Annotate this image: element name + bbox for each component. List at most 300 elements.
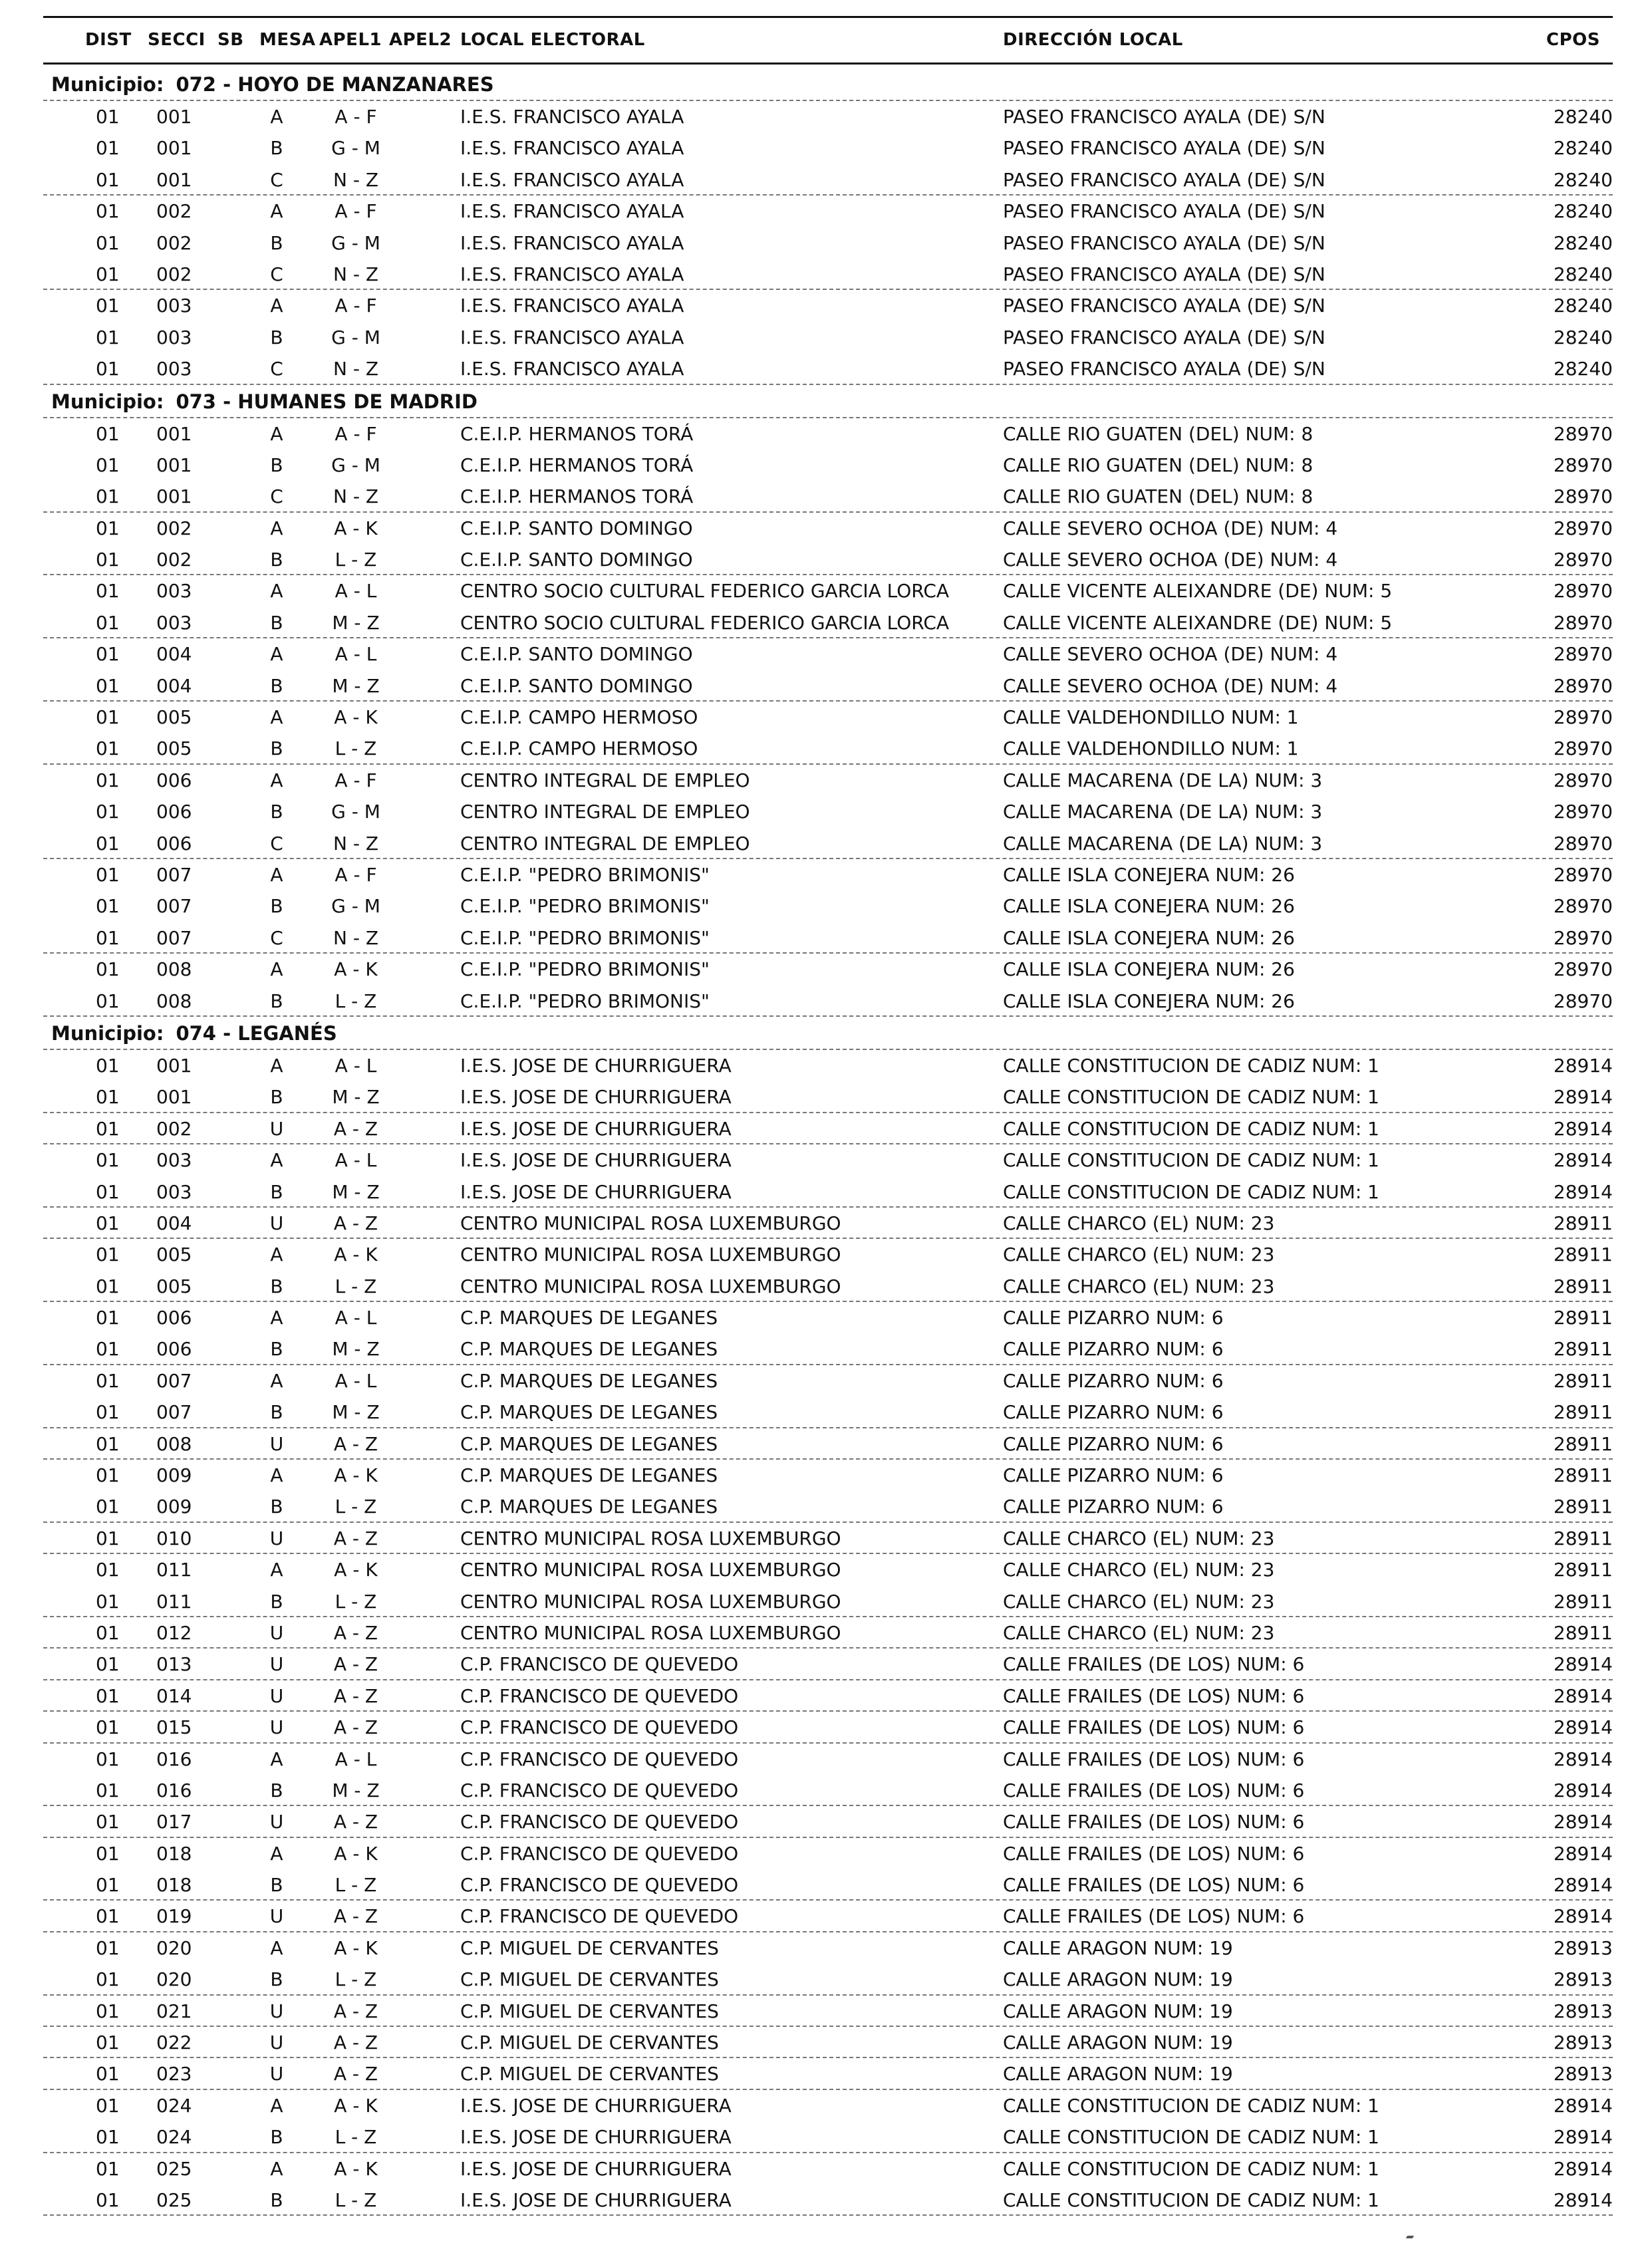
- cpos-cell: 28913: [1553, 2000, 1613, 2022]
- apel-range-cell: A - F: [335, 295, 377, 317]
- local-electoral-cell: CENTRO INTEGRAL DE EMPLEO: [460, 832, 750, 855]
- dist-cell: 01: [96, 706, 120, 729]
- table-row: [43, 132, 1613, 164]
- dist-cell: 01: [96, 1464, 120, 1487]
- secci-cell: 008: [156, 1432, 192, 1455]
- cpos-cell: 28240: [1553, 358, 1613, 380]
- secci-cell: 001: [156, 137, 192, 160]
- cpos-cell: 28970: [1553, 769, 1613, 791]
- secci-cell: 009: [156, 1464, 192, 1487]
- apel-range-cell: N - Z: [333, 263, 379, 285]
- dist-cell: 01: [96, 1401, 120, 1424]
- apel-range-cell: L - Z: [335, 1496, 377, 1518]
- dist-cell: 01: [96, 1117, 120, 1140]
- local-electoral-cell: CENTRO SOCIO CULTURAL FEDERICO GARCIA LORCA: [460, 580, 950, 602]
- mesa-cell: U: [269, 2063, 284, 2085]
- local-electoral-cell: C.E.I.P. HERMANOS TORÁ: [460, 422, 694, 445]
- local-electoral-cell: I.E.S. JOSE DE CHURRIGUERA: [460, 1180, 732, 1203]
- cpos-cell: 28911: [1553, 1464, 1613, 1487]
- secci-cell: 007: [156, 1401, 192, 1424]
- municipio-title: 072 - HOYO DE MANZANARES: [176, 73, 494, 96]
- mesa-cell: B: [270, 1779, 283, 1801]
- apel-range-cell: A - Z: [333, 1684, 378, 1707]
- local-electoral-cell: C.P. FRANCISCO DE QUEVEDO: [460, 1874, 739, 1897]
- cpos-cell: 28240: [1553, 168, 1613, 191]
- mesa-cell: A: [270, 1244, 283, 1266]
- direccion-local-cell: PASEO FRANCISCO AYALA (DE) S/N: [1003, 326, 1325, 348]
- dist-cell: 01: [96, 1369, 120, 1392]
- cpos-cell: 28970: [1553, 580, 1613, 602]
- municipio-label: Municipio:: [51, 73, 164, 96]
- local-electoral-cell: I.E.S. JOSE DE CHURRIGUERA: [460, 2094, 732, 2117]
- table-row: [43, 481, 1613, 512]
- apel-range-cell: A - L: [335, 1307, 377, 1329]
- direccion-local-cell: CALLE ARAGON NUM: 19: [1003, 1936, 1233, 1959]
- mesa-cell: B: [270, 1401, 283, 1424]
- direccion-local-cell: CALLE ISLA CONEJERA NUM: 26: [1003, 926, 1295, 949]
- cpos-cell: 28913: [1553, 1968, 1613, 1991]
- table-row: [43, 196, 1613, 227]
- table-row: [43, 2184, 1613, 2216]
- mesa-cell: U: [269, 1621, 284, 1644]
- secci-cell: 010: [156, 1527, 192, 1549]
- local-electoral-cell: C.P. MARQUES DE LEGANES: [460, 1432, 718, 1455]
- table-row: [43, 2121, 1613, 2153]
- table-row: [43, 1302, 1613, 1333]
- dist-cell: 01: [96, 1811, 120, 1833]
- secci-cell: 018: [156, 1874, 192, 1897]
- local-electoral-cell: C.P. FRANCISCO DE QUEVEDO: [460, 1653, 739, 1676]
- direccion-local-cell: CALLE SEVERO OCHOA (DE) NUM: 4: [1003, 549, 1338, 571]
- dist-cell: 01: [96, 1590, 120, 1613]
- direccion-local-cell: CALLE ARAGON NUM: 19: [1003, 2063, 1233, 2085]
- local-electoral-cell: I.E.S. JOSE DE CHURRIGUERA: [460, 2157, 732, 2180]
- cpos-cell: 28240: [1553, 231, 1613, 254]
- table-row: [43, 702, 1613, 733]
- table-row: [43, 2027, 1613, 2058]
- dist-cell: 01: [96, 1149, 120, 1172]
- municipio-label: Municipio:: [51, 1021, 164, 1045]
- cpos-cell: 28970: [1553, 801, 1613, 823]
- local-electoral-cell: C.P. MARQUES DE LEGANES: [460, 1464, 718, 1487]
- table-row: [43, 2090, 1613, 2121]
- mesa-cell: B: [270, 990, 283, 1012]
- mesa-cell: C: [270, 832, 283, 855]
- secci-cell: 007: [156, 926, 192, 949]
- secci-cell: 011: [156, 1590, 192, 1613]
- direccion-local-cell: CALLE ISLA CONEJERA NUM: 26: [1003, 990, 1295, 1012]
- cpos-cell: 28911: [1553, 1369, 1613, 1392]
- table-row: [43, 986, 1613, 1017]
- dist-cell: 01: [96, 1275, 120, 1297]
- dist-cell: 01: [96, 2063, 120, 2085]
- mesa-cell: A: [270, 422, 283, 445]
- dist-cell: 01: [96, 1212, 120, 1234]
- local-electoral-cell: C.E.I.P. CAMPO HERMOSO: [460, 737, 698, 760]
- mesa-cell: A: [270, 863, 283, 886]
- municipio-title: 073 - HUMANES DE MADRID: [176, 390, 478, 413]
- secci-cell: 008: [156, 958, 192, 981]
- secci-cell: 003: [156, 611, 192, 634]
- apel-range-cell: A - Z: [333, 1527, 378, 1549]
- secci-cell: 018: [156, 1842, 192, 1865]
- cpos-cell: 28914: [1553, 1748, 1613, 1770]
- apel-range-cell: A - K: [334, 517, 378, 539]
- table-row: [43, 2153, 1613, 2184]
- mesa-cell: A: [270, 1936, 283, 1959]
- table-row: [43, 859, 1613, 890]
- dist-cell: 01: [96, 643, 120, 666]
- cpos-cell: 28970: [1553, 517, 1613, 539]
- secci-cell: 009: [156, 1496, 192, 1518]
- mesa-cell: B: [270, 1338, 283, 1361]
- direccion-local-cell: CALLE CONSTITUCION DE CADIZ NUM: 1: [1003, 1149, 1379, 1172]
- table-row: [43, 164, 1613, 196]
- apel-range-cell: A - L: [335, 1369, 377, 1392]
- cpos-cell: 28914: [1553, 1086, 1613, 1109]
- direccion-local-cell: PASEO FRANCISCO AYALA (DE) S/N: [1003, 263, 1325, 285]
- direccion-local-cell: PASEO FRANCISCO AYALA (DE) S/N: [1003, 106, 1325, 128]
- direccion-local-cell: CALLE CHARCO (EL) NUM: 23: [1003, 1590, 1275, 1613]
- table-row: [43, 1365, 1613, 1396]
- secci-cell: 021: [156, 2000, 192, 2022]
- local-electoral-cell: I.E.S. FRANCISCO AYALA: [460, 106, 684, 128]
- direccion-local-cell: CALLE RIO GUATEN (DEL) NUM: 8: [1003, 422, 1313, 445]
- dist-cell: 01: [96, 1716, 120, 1739]
- apel-range-cell: L - Z: [335, 737, 377, 760]
- dist-cell: 01: [96, 1432, 120, 1455]
- header-rule: [43, 63, 1613, 65]
- apel-range-cell: A - K: [334, 2094, 378, 2117]
- dist-cell: 01: [96, 1086, 120, 1109]
- apel-range-cell: A - K: [334, 1244, 378, 1266]
- local-electoral-cell: CENTRO MUNICIPAL ROSA LUXEMBURGO: [460, 1527, 841, 1549]
- table-row: [43, 1050, 1613, 1081]
- apel-range-cell: N - Z: [333, 926, 379, 949]
- direccion-local-cell: CALLE FRAILES (DE LOS) NUM: 6: [1003, 1748, 1305, 1770]
- cpos-cell: 28240: [1553, 200, 1613, 223]
- dist-cell: 01: [96, 990, 120, 1012]
- secci-cell: 001: [156, 106, 192, 128]
- apel-range-cell: A - K: [334, 706, 378, 729]
- dist-cell: 01: [96, 1559, 120, 1581]
- secci-cell: 024: [156, 2094, 192, 2117]
- mesa-cell: B: [270, 1086, 283, 1109]
- direccion-local-cell: CALLE MACARENA (DE LA) NUM: 3: [1003, 769, 1323, 791]
- mesa-cell: A: [270, 769, 283, 791]
- mesa-cell: B: [270, 454, 283, 476]
- dist-cell: 01: [96, 1338, 120, 1361]
- table-row: [43, 733, 1613, 764]
- mesa-cell: B: [270, 801, 283, 823]
- direccion-local-cell: CALLE VICENTE ALEIXANDRE (DE) NUM: 5: [1003, 580, 1393, 602]
- secci-cell: 005: [156, 1244, 192, 1266]
- mesa-cell: C: [270, 168, 283, 191]
- cpos-cell: 28970: [1553, 895, 1613, 918]
- dist-cell: 01: [96, 832, 120, 855]
- secci-cell: 011: [156, 1559, 192, 1581]
- local-electoral-cell: I.E.S. FRANCISCO AYALA: [460, 231, 684, 254]
- cpos-cell: 28970: [1553, 611, 1613, 634]
- cpos-cell: 28240: [1553, 106, 1613, 128]
- table-row: [43, 607, 1613, 638]
- direccion-local-cell: PASEO FRANCISCO AYALA (DE) S/N: [1003, 231, 1325, 254]
- apel-range-cell: M - Z: [332, 1401, 380, 1424]
- mesa-cell: B: [270, 231, 283, 254]
- direccion-local-cell: CALLE CHARCO (EL) NUM: 23: [1003, 1275, 1275, 1297]
- apel-range-cell: A - K: [334, 1936, 378, 1959]
- mesa-cell: C: [270, 358, 283, 380]
- dist-cell: 01: [96, 926, 120, 949]
- direccion-local-cell: CALLE SEVERO OCHOA (DE) NUM: 4: [1003, 674, 1338, 697]
- header-secci: SECCI: [148, 30, 206, 50]
- cpos-cell: 28913: [1553, 1936, 1613, 1959]
- dist-cell: 01: [96, 106, 120, 128]
- mesa-cell: A: [270, 1054, 283, 1077]
- dist-cell: 01: [96, 137, 120, 160]
- table-row: [43, 1428, 1613, 1460]
- apel-range-cell: N - Z: [333, 168, 379, 191]
- direccion-local-cell: PASEO FRANCISCO AYALA (DE) S/N: [1003, 295, 1325, 317]
- secci-cell: 003: [156, 580, 192, 602]
- apel-range-cell: A - K: [334, 958, 378, 981]
- direccion-local-cell: CALLE VALDEHONDILLO NUM: 1: [1003, 737, 1299, 760]
- apel-range-cell: L - Z: [335, 990, 377, 1012]
- local-electoral-cell: C.P. FRANCISCO DE QUEVEDO: [460, 1811, 739, 1833]
- apel-range-cell: A - F: [335, 422, 377, 445]
- secci-cell: 017: [156, 1811, 192, 1833]
- mesa-cell: U: [269, 1684, 284, 1707]
- secci-cell: 024: [156, 2126, 192, 2149]
- apel-range-cell: G - M: [331, 895, 380, 918]
- secci-cell: 001: [156, 454, 192, 476]
- apel-range-cell: L - Z: [335, 1968, 377, 1991]
- direccion-local-cell: CALLE ARAGON NUM: 19: [1003, 1968, 1233, 1991]
- cpos-cell: 28914: [1553, 1779, 1613, 1801]
- mesa-cell: U: [269, 2032, 284, 2054]
- table-row: [43, 227, 1613, 259]
- apel-range-cell: A - K: [334, 2157, 378, 2180]
- apel-range-cell: A - L: [335, 1748, 377, 1770]
- mesa-cell: A: [270, 295, 283, 317]
- cpos-cell: 28970: [1553, 549, 1613, 571]
- direccion-local-cell: CALLE SEVERO OCHOA (DE) NUM: 4: [1003, 517, 1338, 539]
- secci-cell: 007: [156, 895, 192, 918]
- mesa-cell: B: [270, 1874, 283, 1897]
- cpos-cell: 28911: [1553, 1338, 1613, 1361]
- secci-cell: 004: [156, 1212, 192, 1234]
- dist-cell: 01: [96, 1054, 120, 1077]
- mesa-cell: B: [270, 2126, 283, 2149]
- apel-range-cell: A - L: [335, 580, 377, 602]
- secci-cell: 006: [156, 801, 192, 823]
- cpos-cell: 28914: [1553, 1716, 1613, 1739]
- table-row: [43, 1586, 1613, 1617]
- secci-cell: 025: [156, 2157, 192, 2180]
- direccion-local-cell: CALLE CHARCO (EL) NUM: 23: [1003, 1621, 1275, 1644]
- local-electoral-cell: C.P. MARQUES DE LEGANES: [460, 1307, 718, 1329]
- mesa-cell: A: [270, 643, 283, 666]
- cpos-cell: 28911: [1553, 1401, 1613, 1424]
- direccion-local-cell: CALLE SEVERO OCHOA (DE) NUM: 4: [1003, 643, 1338, 666]
- table-row: [43, 1491, 1613, 1522]
- dist-cell: 01: [96, 422, 120, 445]
- apel-range-cell: M - Z: [332, 1779, 380, 1801]
- cpos-cell: 28914: [1553, 2189, 1613, 2211]
- mesa-cell: A: [270, 200, 283, 223]
- header-apel1: APEL1: [319, 30, 382, 50]
- cpos-cell: 28970: [1553, 674, 1613, 697]
- table-row: [43, 1869, 1613, 1901]
- secci-cell: 001: [156, 1054, 192, 1077]
- secci-cell: 016: [156, 1779, 192, 1801]
- table-row: [43, 1208, 1613, 1239]
- cpos-cell: 28914: [1553, 1180, 1613, 1203]
- local-electoral-cell: C.E.I.P. SANTO DOMINGO: [460, 674, 693, 697]
- dist-cell: 01: [96, 1496, 120, 1518]
- dist-cell: 01: [96, 485, 120, 508]
- local-electoral-cell: C.P. MIGUEL DE CERVANTES: [460, 1936, 719, 1959]
- secci-cell: 003: [156, 326, 192, 348]
- table-row: [43, 954, 1613, 985]
- table-row: [43, 828, 1613, 859]
- cpos-cell: 28911: [1553, 1559, 1613, 1581]
- apel-range-cell: L - Z: [335, 1590, 377, 1613]
- cpos-cell: 28913: [1553, 2063, 1613, 2085]
- secci-cell: 002: [156, 549, 192, 571]
- direccion-local-cell: CALLE FRAILES (DE LOS) NUM: 6: [1003, 1811, 1305, 1833]
- cpos-cell: 28911: [1553, 1590, 1613, 1613]
- mesa-cell: U: [269, 1905, 284, 1928]
- mesa-cell: A: [270, 517, 283, 539]
- table-row: [43, 1271, 1613, 1302]
- direccion-local-cell: CALLE FRAILES (DE LOS) NUM: 6: [1003, 1779, 1305, 1801]
- cpos-cell: 28914: [1553, 2157, 1613, 2180]
- local-electoral-cell: C.P. FRANCISCO DE QUEVEDO: [460, 1684, 739, 1707]
- dist-cell: 01: [96, 200, 120, 223]
- direccion-local-cell: PASEO FRANCISCO AYALA (DE) S/N: [1003, 200, 1325, 223]
- direccion-local-cell: CALLE FRAILES (DE LOS) NUM: 6: [1003, 1716, 1305, 1739]
- cpos-cell: 28914: [1553, 1842, 1613, 1865]
- dist-cell: 01: [96, 1653, 120, 1676]
- local-electoral-cell: C.E.I.P. SANTO DOMINGO: [460, 517, 693, 539]
- dist-cell: 01: [96, 2157, 120, 2180]
- direccion-local-cell: PASEO FRANCISCO AYALA (DE) S/N: [1003, 168, 1325, 191]
- dist-cell: 01: [96, 580, 120, 602]
- mesa-cell: U: [269, 1716, 284, 1739]
- cpos-cell: 28914: [1553, 2094, 1613, 2117]
- table-row: [43, 353, 1613, 384]
- table-row: [43, 418, 1613, 450]
- mesa-cell: U: [269, 1117, 284, 1140]
- direccion-local-cell: CALLE ISLA CONEJERA NUM: 26: [1003, 958, 1295, 981]
- apel-range-cell: A - F: [335, 769, 377, 791]
- dist-cell: 01: [96, 769, 120, 791]
- apel-range-cell: A - L: [335, 1149, 377, 1172]
- cpos-cell: 28240: [1553, 326, 1613, 348]
- mesa-cell: U: [269, 1527, 284, 1549]
- dist-cell: 01: [96, 326, 120, 348]
- dist-cell: 01: [96, 2094, 120, 2117]
- table-row: [43, 290, 1613, 321]
- dist-cell: 01: [96, 1244, 120, 1266]
- direccion-local-cell: CALLE CHARCO (EL) NUM: 23: [1003, 1212, 1275, 1234]
- local-electoral-cell: I.E.S. FRANCISCO AYALA: [460, 326, 684, 348]
- dist-cell: 01: [96, 1748, 120, 1770]
- local-electoral-cell: I.E.S. JOSE DE CHURRIGUERA: [460, 1054, 732, 1077]
- mesa-cell: A: [270, 958, 283, 981]
- secci-cell: 025: [156, 2189, 192, 2211]
- dist-cell: 01: [96, 2189, 120, 2211]
- cpos-cell: 28914: [1553, 1905, 1613, 1928]
- cpos-cell: 28914: [1553, 1653, 1613, 1676]
- direccion-local-cell: CALLE PIZARRO NUM: 6: [1003, 1401, 1224, 1424]
- cpos-cell: 28914: [1553, 1054, 1613, 1077]
- secci-cell: 003: [156, 358, 192, 380]
- local-electoral-cell: CENTRO MUNICIPAL ROSA LUXEMBURGO: [460, 1275, 841, 1297]
- cpos-cell: 28914: [1553, 2126, 1613, 2149]
- local-electoral-cell: C.P. MIGUEL DE CERVANTES: [460, 2032, 719, 2054]
- local-electoral-cell: CENTRO MUNICIPAL ROSA LUXEMBURGO: [460, 1559, 841, 1581]
- mesa-cell: A: [270, 1307, 283, 1329]
- direccion-local-cell: CALLE FRAILES (DE LOS) NUM: 6: [1003, 1905, 1305, 1928]
- dist-cell: 01: [96, 737, 120, 760]
- secci-cell: 002: [156, 200, 192, 223]
- mesa-cell: A: [270, 706, 283, 729]
- local-electoral-cell: C.P. FRANCISCO DE QUEVEDO: [460, 1716, 739, 1739]
- table-row: [43, 513, 1613, 544]
- dist-cell: 01: [96, 1307, 120, 1329]
- secci-cell: 001: [156, 485, 192, 508]
- secci-cell: 022: [156, 2032, 192, 2054]
- apel-range-cell: G - M: [331, 231, 380, 254]
- secci-cell: 006: [156, 832, 192, 855]
- table-row: [43, 1081, 1613, 1113]
- dist-cell: 01: [96, 2126, 120, 2149]
- dist-cell: 01: [96, 801, 120, 823]
- apel-range-cell: L - Z: [335, 1275, 377, 1297]
- local-electoral-cell: CENTRO INTEGRAL DE EMPLEO: [460, 801, 750, 823]
- secci-cell: 019: [156, 1905, 192, 1928]
- apel-range-cell: L - Z: [335, 2189, 377, 2211]
- secci-cell: 007: [156, 863, 192, 886]
- municipio-heading: [43, 1017, 1613, 1050]
- direccion-local-cell: CALLE MACARENA (DE LA) NUM: 3: [1003, 832, 1323, 855]
- dist-cell: 01: [96, 358, 120, 380]
- cpos-cell: 28911: [1553, 1307, 1613, 1329]
- table-row: [43, 1996, 1613, 2027]
- apel-range-cell: L - Z: [335, 2126, 377, 2149]
- cpos-cell: 28911: [1553, 1621, 1613, 1644]
- mesa-cell: A: [270, 1559, 283, 1581]
- mesa-cell: B: [270, 549, 283, 571]
- cpos-cell: 28911: [1553, 1527, 1613, 1549]
- mesa-cell: U: [269, 1653, 284, 1676]
- local-electoral-cell: I.E.S. FRANCISCO AYALA: [460, 295, 684, 317]
- apel-range-cell: A - Z: [333, 2000, 378, 2022]
- local-electoral-cell: I.E.S. JOSE DE CHURRIGUERA: [460, 1086, 732, 1109]
- direccion-local-cell: CALLE CONSTITUCION DE CADIZ NUM: 1: [1003, 2126, 1379, 2149]
- cpos-cell: 28240: [1553, 137, 1613, 160]
- local-electoral-cell: I.E.S. FRANCISCO AYALA: [460, 358, 684, 380]
- direccion-local-cell: CALLE CONSTITUCION DE CADIZ NUM: 1: [1003, 2094, 1379, 2117]
- direccion-local-cell: CALLE CONSTITUCION DE CADIZ NUM: 1: [1003, 1117, 1379, 1140]
- cpos-cell: 28911: [1553, 1244, 1613, 1266]
- table-row: [43, 1333, 1613, 1365]
- secci-cell: 001: [156, 422, 192, 445]
- apel-range-cell: M - Z: [332, 674, 380, 697]
- mesa-cell: A: [270, 2157, 283, 2180]
